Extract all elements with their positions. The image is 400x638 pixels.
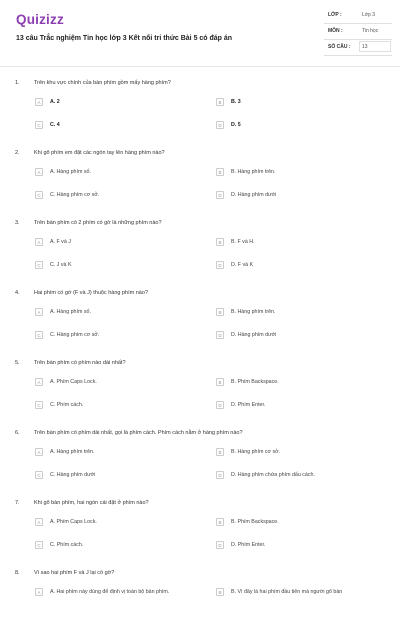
option-text: B. F và H. [231, 239, 255, 245]
option-letter-box: B [216, 378, 224, 386]
option-text: A. 2 [50, 99, 60, 105]
option-letter-box: B [216, 238, 224, 246]
option-letter-box: B [216, 98, 224, 106]
option-text: D. Phím Enter. [231, 402, 266, 408]
answer-option-a[interactable] [35, 98, 205, 110]
meta-value: Tin học [362, 28, 379, 34]
option-text: C. J và K [50, 262, 72, 268]
question-item [0, 78, 400, 148]
meta-label: LỚP : [328, 12, 342, 18]
answer-option-c[interactable] [35, 541, 205, 553]
option-text: A. Hàng phím trên. [50, 449, 95, 455]
question-number: 6. [15, 430, 20, 436]
option-text: A. Phím Caps Lock. [50, 379, 97, 385]
option-letter-box: A [35, 588, 43, 596]
option-letter-box: D [216, 401, 224, 409]
option-letter-box: D [216, 331, 224, 339]
answer-option-c[interactable] [35, 191, 205, 203]
question-number: 1. [15, 80, 20, 86]
option-text: B. Hàng phím trên. [231, 309, 276, 315]
option-letter-box: B [216, 448, 224, 456]
question-number: 3. [15, 220, 20, 226]
answer-option-a[interactable] [35, 308, 205, 320]
answer-option-b[interactable] [216, 448, 386, 460]
answer-option-b[interactable] [216, 518, 386, 530]
option-text: A. F và J [50, 239, 71, 245]
answer-option-a[interactable] [35, 518, 205, 530]
option-text: C. Hàng phím cơ sở. [50, 192, 100, 198]
header [0, 0, 400, 66]
question-number: 2. [15, 150, 20, 156]
question-text: Hai phím có gờ (F và J) thuộc hàng phím nào? [34, 290, 148, 296]
option-text: A. Hàng phím số. [50, 169, 91, 175]
question-item [0, 498, 400, 568]
option-text: C. 4 [50, 122, 60, 128]
option-letter-box: C [35, 261, 43, 269]
answer-option-d[interactable] [216, 541, 386, 553]
option-letter-box: C [35, 401, 43, 409]
option-text: C. Hàng phím dưới [50, 472, 96, 478]
option-text: D. Hàng phím dưới [231, 332, 277, 338]
option-letter-box: C [35, 331, 43, 339]
answer-option-b[interactable] [216, 588, 386, 600]
answer-option-c[interactable] [35, 121, 205, 133]
option-text: B. Phím Backspace. [231, 519, 279, 525]
option-letter-box: A [35, 378, 43, 386]
question-item [0, 358, 400, 428]
option-letter-box: D [216, 261, 224, 269]
question-text: Trên bàn phím có phím dài nhất, gọi là phím cách. Phím cách nằm ở hàng phím nào? [34, 430, 243, 436]
option-letter-box: C [35, 541, 43, 549]
answer-option-d[interactable] [216, 471, 386, 483]
meta-label: SỐ CÂU : [328, 44, 351, 50]
meta-table [324, 8, 392, 56]
answer-option-c[interactable] [35, 331, 205, 343]
answer-option-b[interactable] [216, 98, 386, 110]
option-text: B. Phím Backspace. [231, 379, 279, 385]
option-text: A. Hàng phím số. [50, 309, 91, 315]
meta-row-subject [324, 24, 392, 40]
option-letter-box: C [35, 191, 43, 199]
option-text: A. Phím Caps Lock. [50, 519, 97, 525]
question-number: 7. [15, 500, 20, 506]
answer-option-c[interactable] [35, 471, 205, 483]
answer-option-a[interactable] [35, 168, 205, 180]
option-text: B. Hàng phím cơ sở. [231, 449, 281, 455]
answer-option-b[interactable] [216, 168, 386, 180]
answer-option-a[interactable] [35, 378, 205, 390]
answer-option-d[interactable] [216, 191, 386, 203]
option-letter-box: D [216, 541, 224, 549]
option-text: B. Hàng phím trên. [231, 169, 276, 175]
question-text: Trên bàn phím có 2 phím có gờ là những phím nào? [34, 220, 162, 226]
question-text: Khi gõ phím em đặt các ngón tay lên hàng phím nào? [34, 150, 165, 156]
answer-option-c[interactable] [35, 401, 205, 413]
question-item [0, 218, 400, 288]
question-number: 4. [15, 290, 20, 296]
answer-option-d[interactable] [216, 261, 386, 273]
question-number: 5. [15, 360, 20, 366]
question-number: 8. [15, 570, 20, 576]
answer-option-b[interactable] [216, 378, 386, 390]
option-letter-box: A [35, 308, 43, 316]
question-item [0, 148, 400, 218]
option-letter-box: D [216, 121, 224, 129]
option-text: A. Hai phím này dùng để định vị toàn bộ bàn phím. [50, 589, 170, 595]
option-letter-box: D [216, 191, 224, 199]
meta-value: Lớp 3 [362, 12, 376, 18]
answer-option-b[interactable] [216, 238, 386, 250]
meta-value: 13 [362, 44, 368, 50]
question-text: Khi gõ bàn phím, hai ngón cái đặt ở phím nào? [34, 500, 149, 506]
option-letter-box: C [35, 121, 43, 129]
answer-option-a[interactable] [35, 448, 205, 460]
answer-option-d[interactable] [216, 331, 386, 343]
answer-option-c[interactable] [35, 261, 205, 273]
option-letter-box: A [35, 238, 43, 246]
option-text: C. Phím cách. [50, 542, 84, 548]
question-item [0, 428, 400, 498]
option-letter-box: A [35, 98, 43, 106]
quizizz-logo: Quizizz [16, 12, 64, 27]
meta-label: MÔN : [328, 28, 343, 34]
option-letter-box: B [216, 308, 224, 316]
option-text: C. Hàng phím cơ sở. [50, 332, 100, 338]
option-text: C. Phím cách. [50, 402, 84, 408]
header-divider [0, 66, 400, 67]
meta-row-grade [324, 8, 392, 24]
option-text: D. Phím Enter. [231, 542, 266, 548]
option-text: B. 3 [231, 99, 241, 105]
answer-option-a[interactable] [35, 238, 205, 250]
question-list [0, 78, 400, 638]
option-text: D. Hàng phím dưới [231, 192, 277, 198]
option-letter-box: A [35, 448, 43, 456]
meta-row-count [324, 40, 392, 56]
question-text: Vì sao hai phím F và J lại có gờ? [34, 570, 115, 576]
option-text: B. Vì đây là hai phím đầu tiên mà người gõ bàn [231, 589, 343, 595]
answer-option-d[interactable] [216, 401, 386, 413]
option-letter-box: A [35, 168, 43, 176]
option-text: D. Hàng phím chứa phím dấu cách. [231, 472, 315, 478]
question-item [0, 568, 400, 638]
option-letter-box: A [35, 518, 43, 526]
answer-option-d[interactable] [216, 121, 386, 133]
answer-option-b[interactable] [216, 308, 386, 320]
option-text: D. F và K [231, 262, 254, 268]
question-item [0, 288, 400, 358]
option-letter-box: C [35, 471, 43, 479]
answer-option-a[interactable] [35, 588, 205, 600]
option-letter-box: B [216, 588, 224, 596]
page-title: 13 câu Trắc nghiệm Tin học lớp 3 Kết nối tri thức Bài 5 có đáp án [16, 35, 233, 42]
option-letter-box: D [216, 471, 224, 479]
option-text: D. 5 [231, 122, 241, 128]
question-text: Trên bàn phím có phím nào dài nhất? [34, 360, 126, 366]
option-letter-box: B [216, 518, 224, 526]
question-text: Trên khu vực chính của bàn phím gồm mấy hàng phím? [34, 80, 171, 86]
option-letter-box: B [216, 168, 224, 176]
